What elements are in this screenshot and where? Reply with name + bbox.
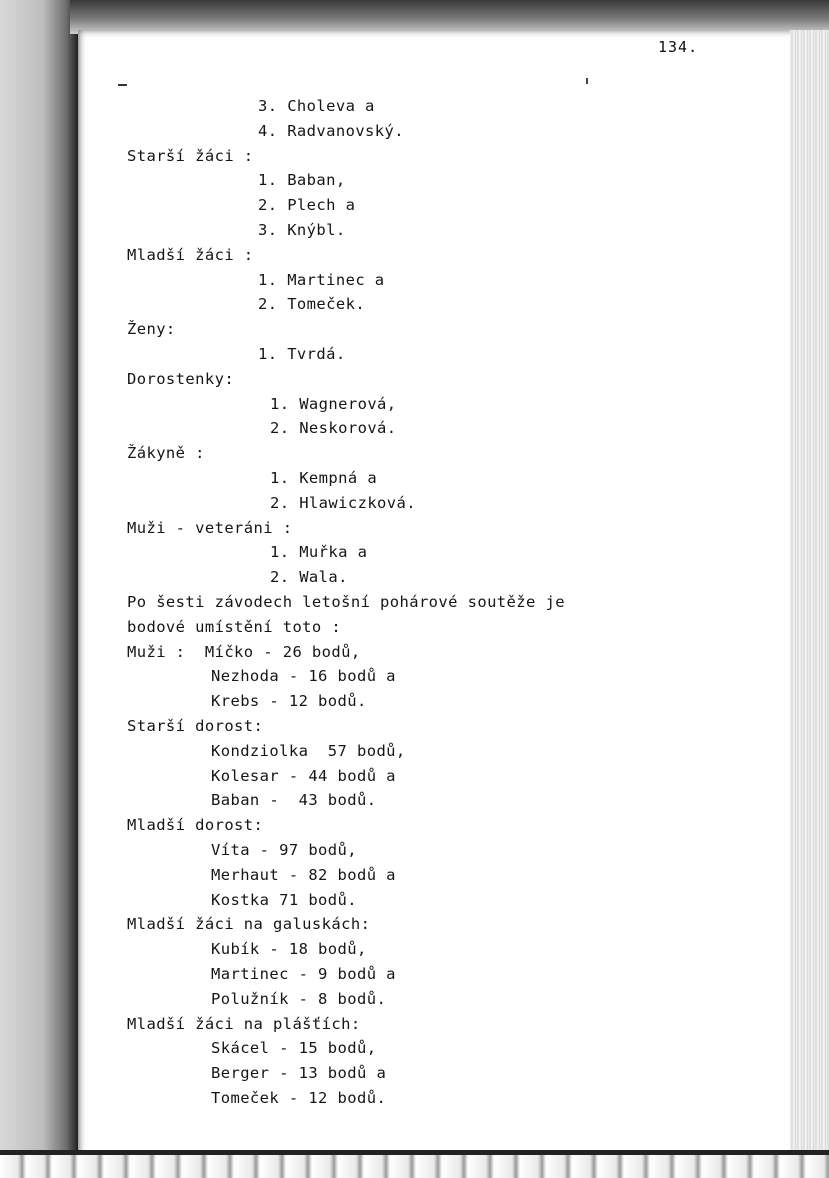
text-line: Mladší žáci na plášťích: xyxy=(127,1014,361,1033)
text-line: 1. Muřka a xyxy=(270,543,368,562)
text-line: Mladší žáci : xyxy=(127,245,254,264)
text-line: Krebs - 12 bodů. xyxy=(211,692,367,711)
text-line: Mladší dorost: xyxy=(127,816,264,835)
text-line: 2. Tomeček. xyxy=(258,295,366,314)
text-line: 4. Radvanovský. xyxy=(258,121,404,140)
text-line: Merhaut - 82 bodů a xyxy=(211,865,396,884)
text-line: Kolesar - 44 bodů a xyxy=(211,766,396,785)
page-number: 134. xyxy=(658,38,699,56)
text-line: Starší dorost: xyxy=(127,717,264,735)
page-stack-edge xyxy=(790,30,829,1155)
text-line: Skácel - 15 bodů, xyxy=(211,1039,377,1058)
text-line: Žákyně : xyxy=(127,444,205,463)
text-line: Kostka 71 bodů. xyxy=(211,890,357,909)
margin-mark xyxy=(118,84,127,86)
margin-tick xyxy=(586,78,588,84)
text-line: Muži : Míčko - 26 bodů, xyxy=(127,642,361,661)
text-line: 2. Plech a xyxy=(258,196,356,215)
book-binding-shadow xyxy=(0,0,78,1178)
text-line: Muži - veteráni : xyxy=(127,518,293,537)
text-line: 1. Baban, xyxy=(258,171,346,190)
text-line: bodové umístění toto : xyxy=(127,617,342,636)
text-line: 1. Wagnerová, xyxy=(270,394,397,413)
text-line: Martinec - 9 bodů a xyxy=(211,965,396,983)
text-line: Víta - 97 bodů, xyxy=(211,841,357,859)
text-line: Ženy: xyxy=(127,320,176,339)
text-line: Starší žáci : xyxy=(127,146,254,165)
text-line: 2. Neskorová. xyxy=(270,419,397,438)
bottom-shadow-line xyxy=(0,1150,829,1155)
text-line: 2. Wala. xyxy=(270,568,348,587)
text-line: Po šesti závodech letošní pohárové soutěže je xyxy=(127,593,565,611)
top-edge-shadow xyxy=(70,0,829,34)
text-line: Baban - 43 bodů. xyxy=(211,791,377,810)
text-line: Mladší žáci na galuskách: xyxy=(127,915,371,934)
text-line: Tomeček - 12 bodů. xyxy=(211,1089,387,1107)
text-line: Polužník - 8 bodů. xyxy=(211,989,387,1008)
text-line: 1. Tvrdá. xyxy=(258,345,346,363)
text-line: Kubík - 18 bodů, xyxy=(211,940,367,959)
text-line: 3. Choleva a xyxy=(258,97,375,115)
text-line: Dorostenky: xyxy=(127,369,235,388)
text-line: Nezhoda - 16 bodů a xyxy=(211,667,396,686)
text-line: Kondziolka 57 bodů, xyxy=(211,741,406,760)
text-line: Berger - 13 bodů a xyxy=(211,1064,387,1083)
text-line: 2. Hlawiczková. xyxy=(270,493,416,512)
text-line: 3. Knýbl. xyxy=(258,221,346,239)
text-line: 1. Martinec a xyxy=(258,270,385,289)
text-line: 1. Kempná a xyxy=(270,469,378,487)
